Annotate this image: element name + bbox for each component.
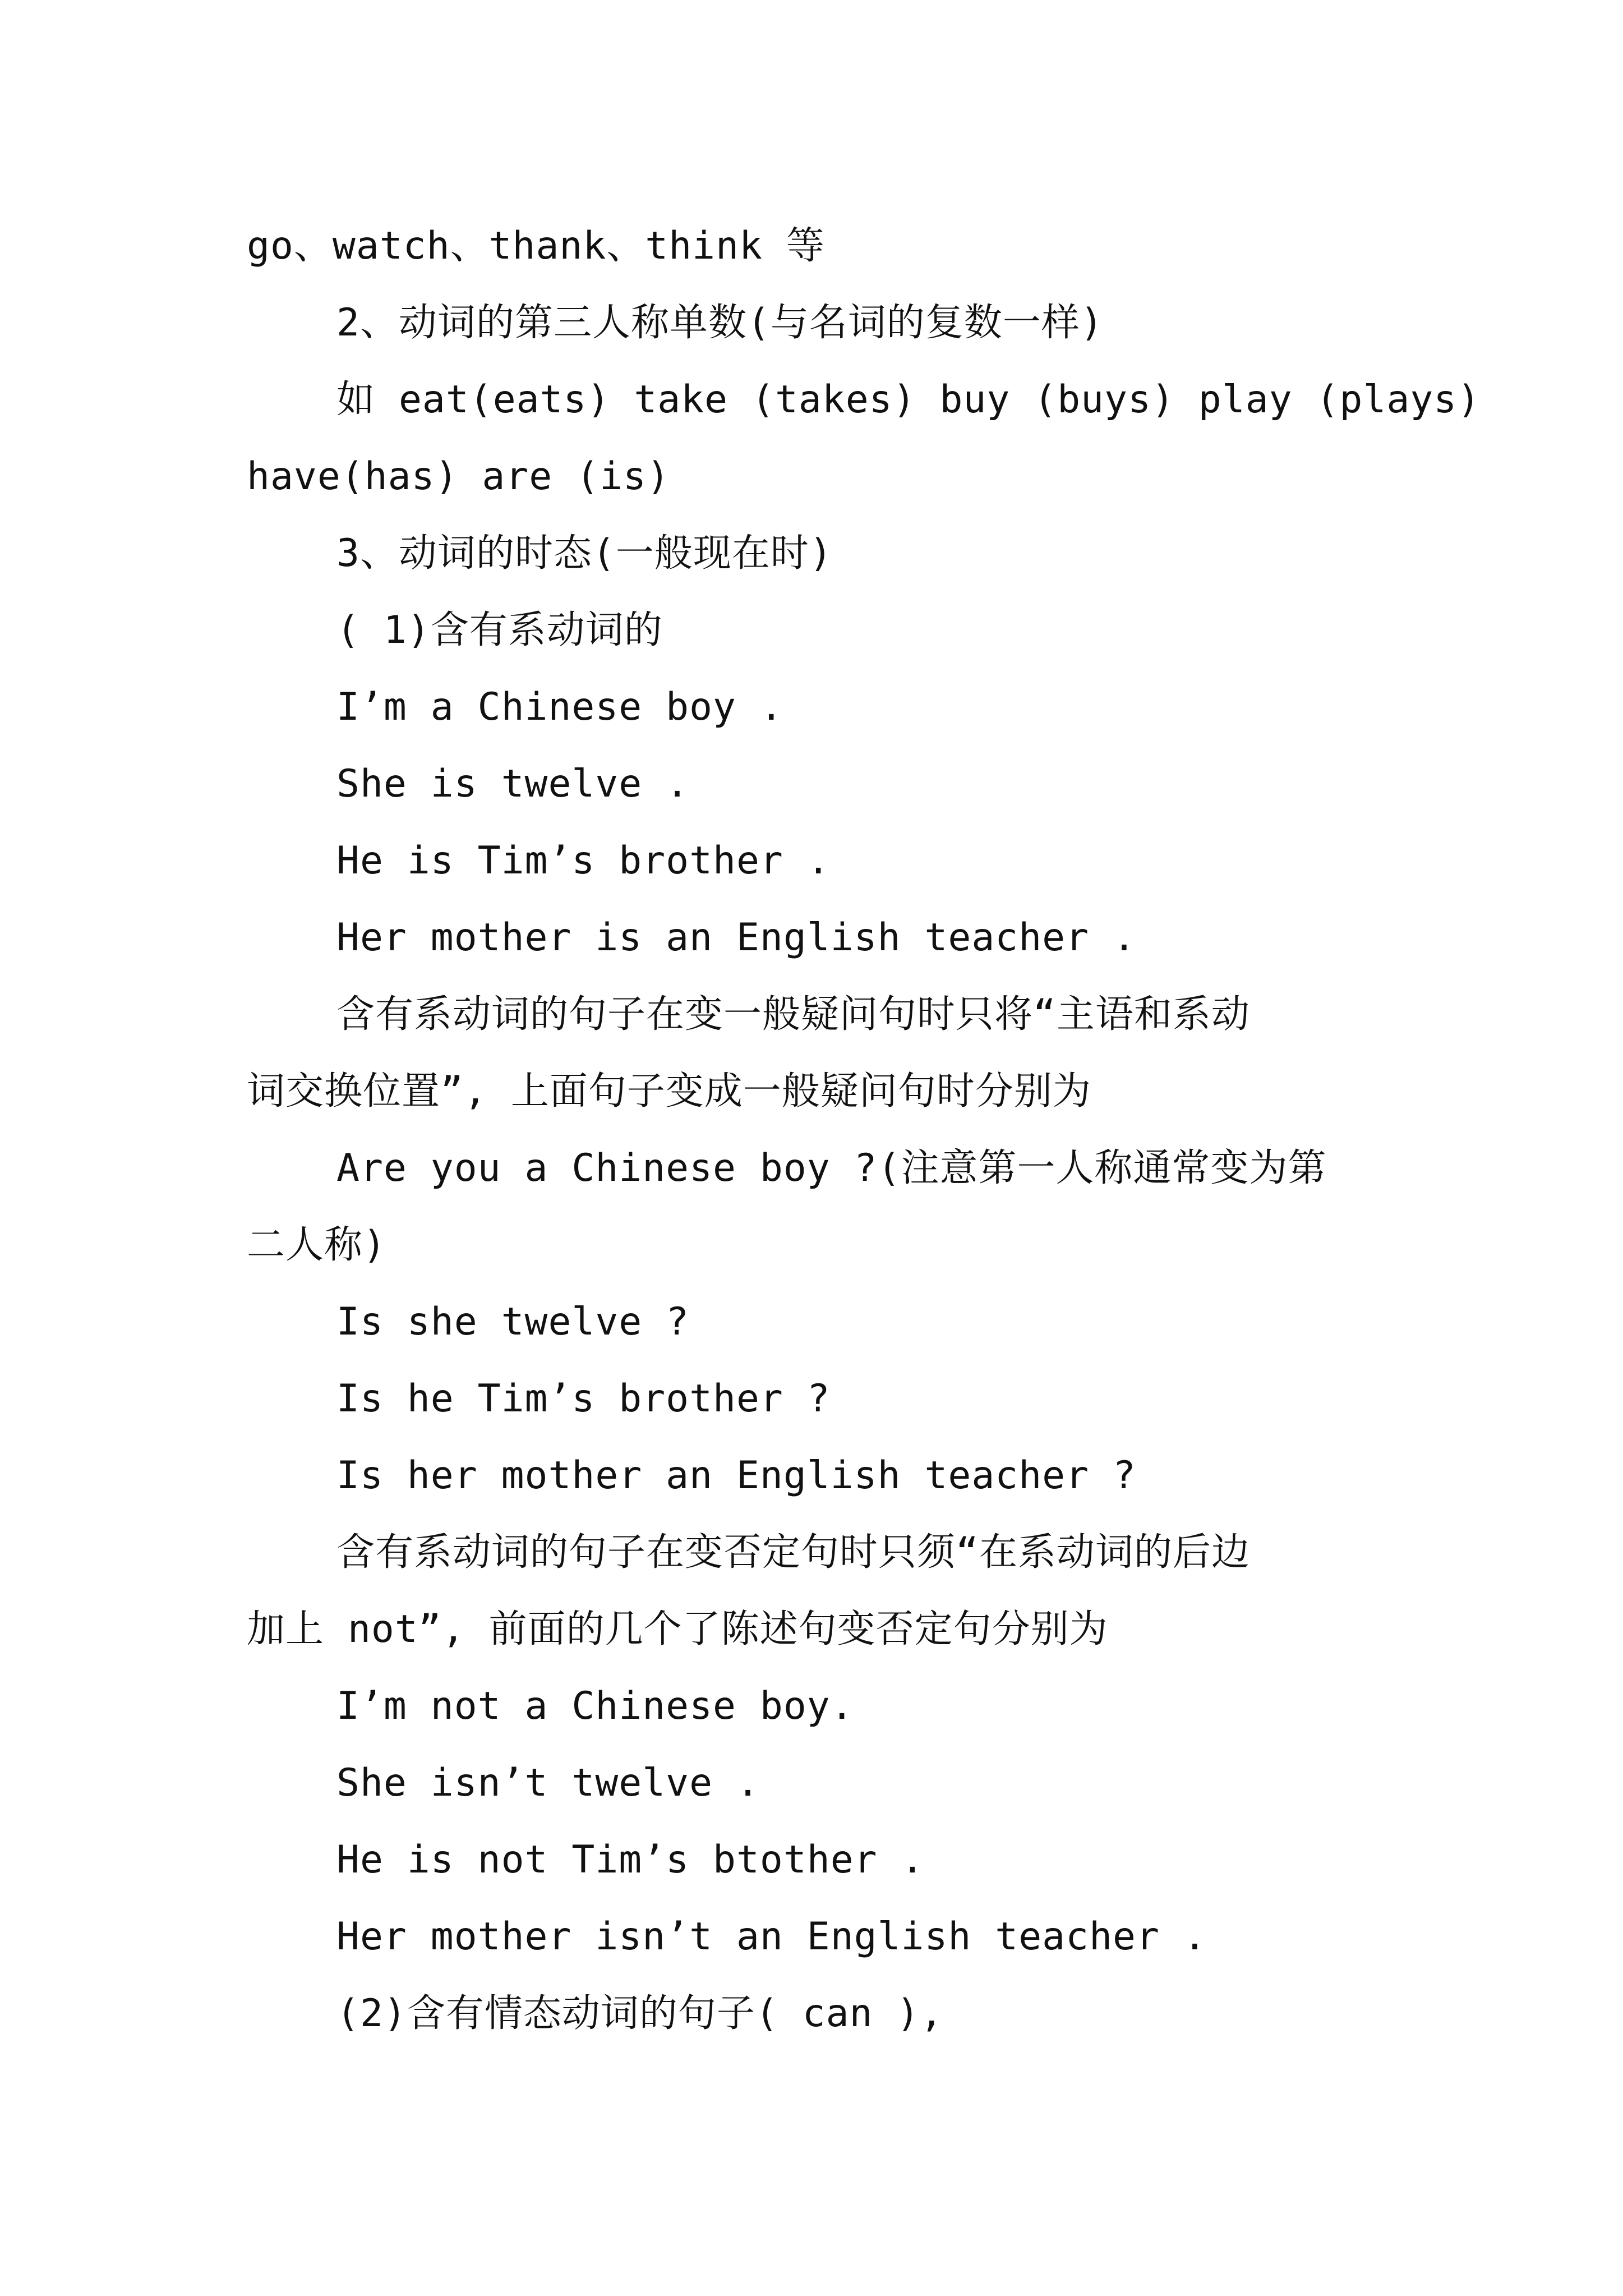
text-line: Is he Tim’s brother ? bbox=[336, 1377, 831, 1421]
text-line: ( 1)含有系动词的 bbox=[336, 608, 663, 652]
text-line: 含有系动词的句子在变一般疑问句时只将“主语和系动 bbox=[336, 992, 1250, 1037]
text-line: Her mother is an English teacher . bbox=[336, 915, 1136, 960]
document-body bbox=[247, 208, 1481, 2052]
text-line: She is twelve . bbox=[336, 762, 690, 806]
text-line: 加上 not”, 前面的几个了陈述句变否定句分别为 bbox=[247, 1607, 1108, 1651]
text-line: 词交换位置”, 上面句子变成一般疑问句时分别为 bbox=[247, 1069, 1091, 1114]
text-line: Her mother isn’t an English teacher . bbox=[336, 1915, 1207, 1959]
text-line: go、watch、thank、think 等 bbox=[247, 224, 825, 268]
text-line: Is her mother an English teacher ? bbox=[336, 1453, 1136, 1498]
text-line: have(has) are (is) bbox=[247, 454, 670, 499]
text-line: 3、动词的时态(一般现在时) bbox=[336, 531, 833, 576]
text-line: (2)含有情态动词的句子( can ), bbox=[336, 1991, 944, 2036]
text-line: She isn’t twelve . bbox=[336, 1761, 760, 1805]
text-line: I’m not a Chinese boy. bbox=[336, 1684, 854, 1728]
text-line: Is she twelve ? bbox=[336, 1300, 690, 1344]
text-line: He is not Tim’s btother . bbox=[336, 1838, 925, 1882]
text-line: 如 eat(eats) take (takes) buy (buys) play (plays) bbox=[336, 378, 1481, 422]
text-line: Are you a Chinese boy ?(注意第一人称通常变为第 bbox=[336, 1146, 1327, 1190]
text-line: 二人称) bbox=[247, 1223, 386, 1267]
text-line: 含有系动词的句子在变否定句时只须“在系动词的后边 bbox=[336, 1530, 1250, 1575]
text-line: He is Tim’s brother . bbox=[336, 839, 831, 883]
text-line: 2、动词的第三人称单数(与名词的复数一样) bbox=[336, 301, 1104, 345]
text-line: I’m a Chinese boy . bbox=[336, 685, 783, 729]
